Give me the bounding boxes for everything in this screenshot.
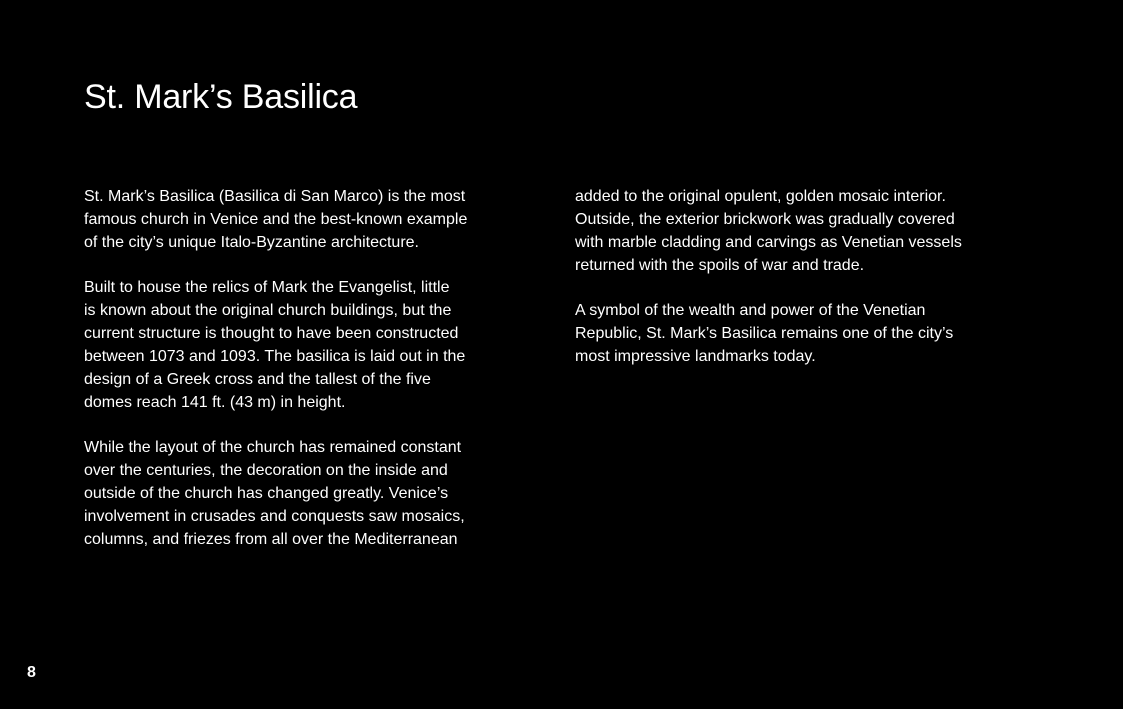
- paragraph-decoration-continued: [575, 185, 1025, 277]
- page-number: 8: [27, 664, 36, 681]
- text-line: with marble cladding and carvings as Venetian vessels: [575, 234, 962, 251]
- text-line: columns, and friezes from all over the Mediterranean: [84, 531, 458, 548]
- text-line: returned with the spoils of war and trade.: [575, 257, 865, 274]
- text-line: famous church in Venice and the best-known example: [84, 211, 468, 228]
- text-line: design of a Greek cross and the tallest of the five: [84, 371, 431, 388]
- text-line: Republic, St. Mark’s Basilica remains one of the city’s: [575, 325, 954, 342]
- paragraph-history: [84, 276, 524, 414]
- paragraph-intro: [84, 185, 524, 254]
- text-line: Built to house the relics of Mark the Evangelist, little: [84, 279, 450, 296]
- paragraph-decoration: [84, 436, 524, 551]
- text-line: current structure is thought to have been constructed: [84, 325, 459, 342]
- text-line: involvement in crusades and conquests saw mosaics,: [84, 508, 465, 525]
- text-line: outside of the church has changed greatly. Venice’s: [84, 485, 449, 502]
- text-line: added to the original opulent, golden mosaic interior.: [575, 188, 946, 205]
- paragraph-symbol: [575, 299, 1025, 368]
- body-column-left: [84, 185, 524, 551]
- body-column-right: [575, 185, 1025, 368]
- text-line: between 1073 and 1093. The basilica is laid out in the: [84, 348, 466, 365]
- text-line: While the layout of the church has remained constant: [84, 439, 462, 456]
- text-line: domes reach 141 ft. (43 m) in height.: [84, 394, 346, 411]
- text-line: most impressive landmarks today.: [575, 348, 816, 365]
- text-line: of the city’s unique Italo-Byzantine architecture.: [84, 234, 419, 251]
- page-title: St. Mark’s Basilica: [84, 78, 358, 116]
- text-line: St. Mark’s Basilica (Basilica di San Marco) is the most: [84, 188, 466, 205]
- text-line: A symbol of the wealth and power of the Venetian: [575, 302, 926, 319]
- text-line: over the centuries, the decoration on the inside and: [84, 462, 448, 479]
- text-line: Outside, the exterior brickwork was gradually covered: [575, 211, 955, 228]
- text-line: is known about the original church buildings, but the: [84, 302, 452, 319]
